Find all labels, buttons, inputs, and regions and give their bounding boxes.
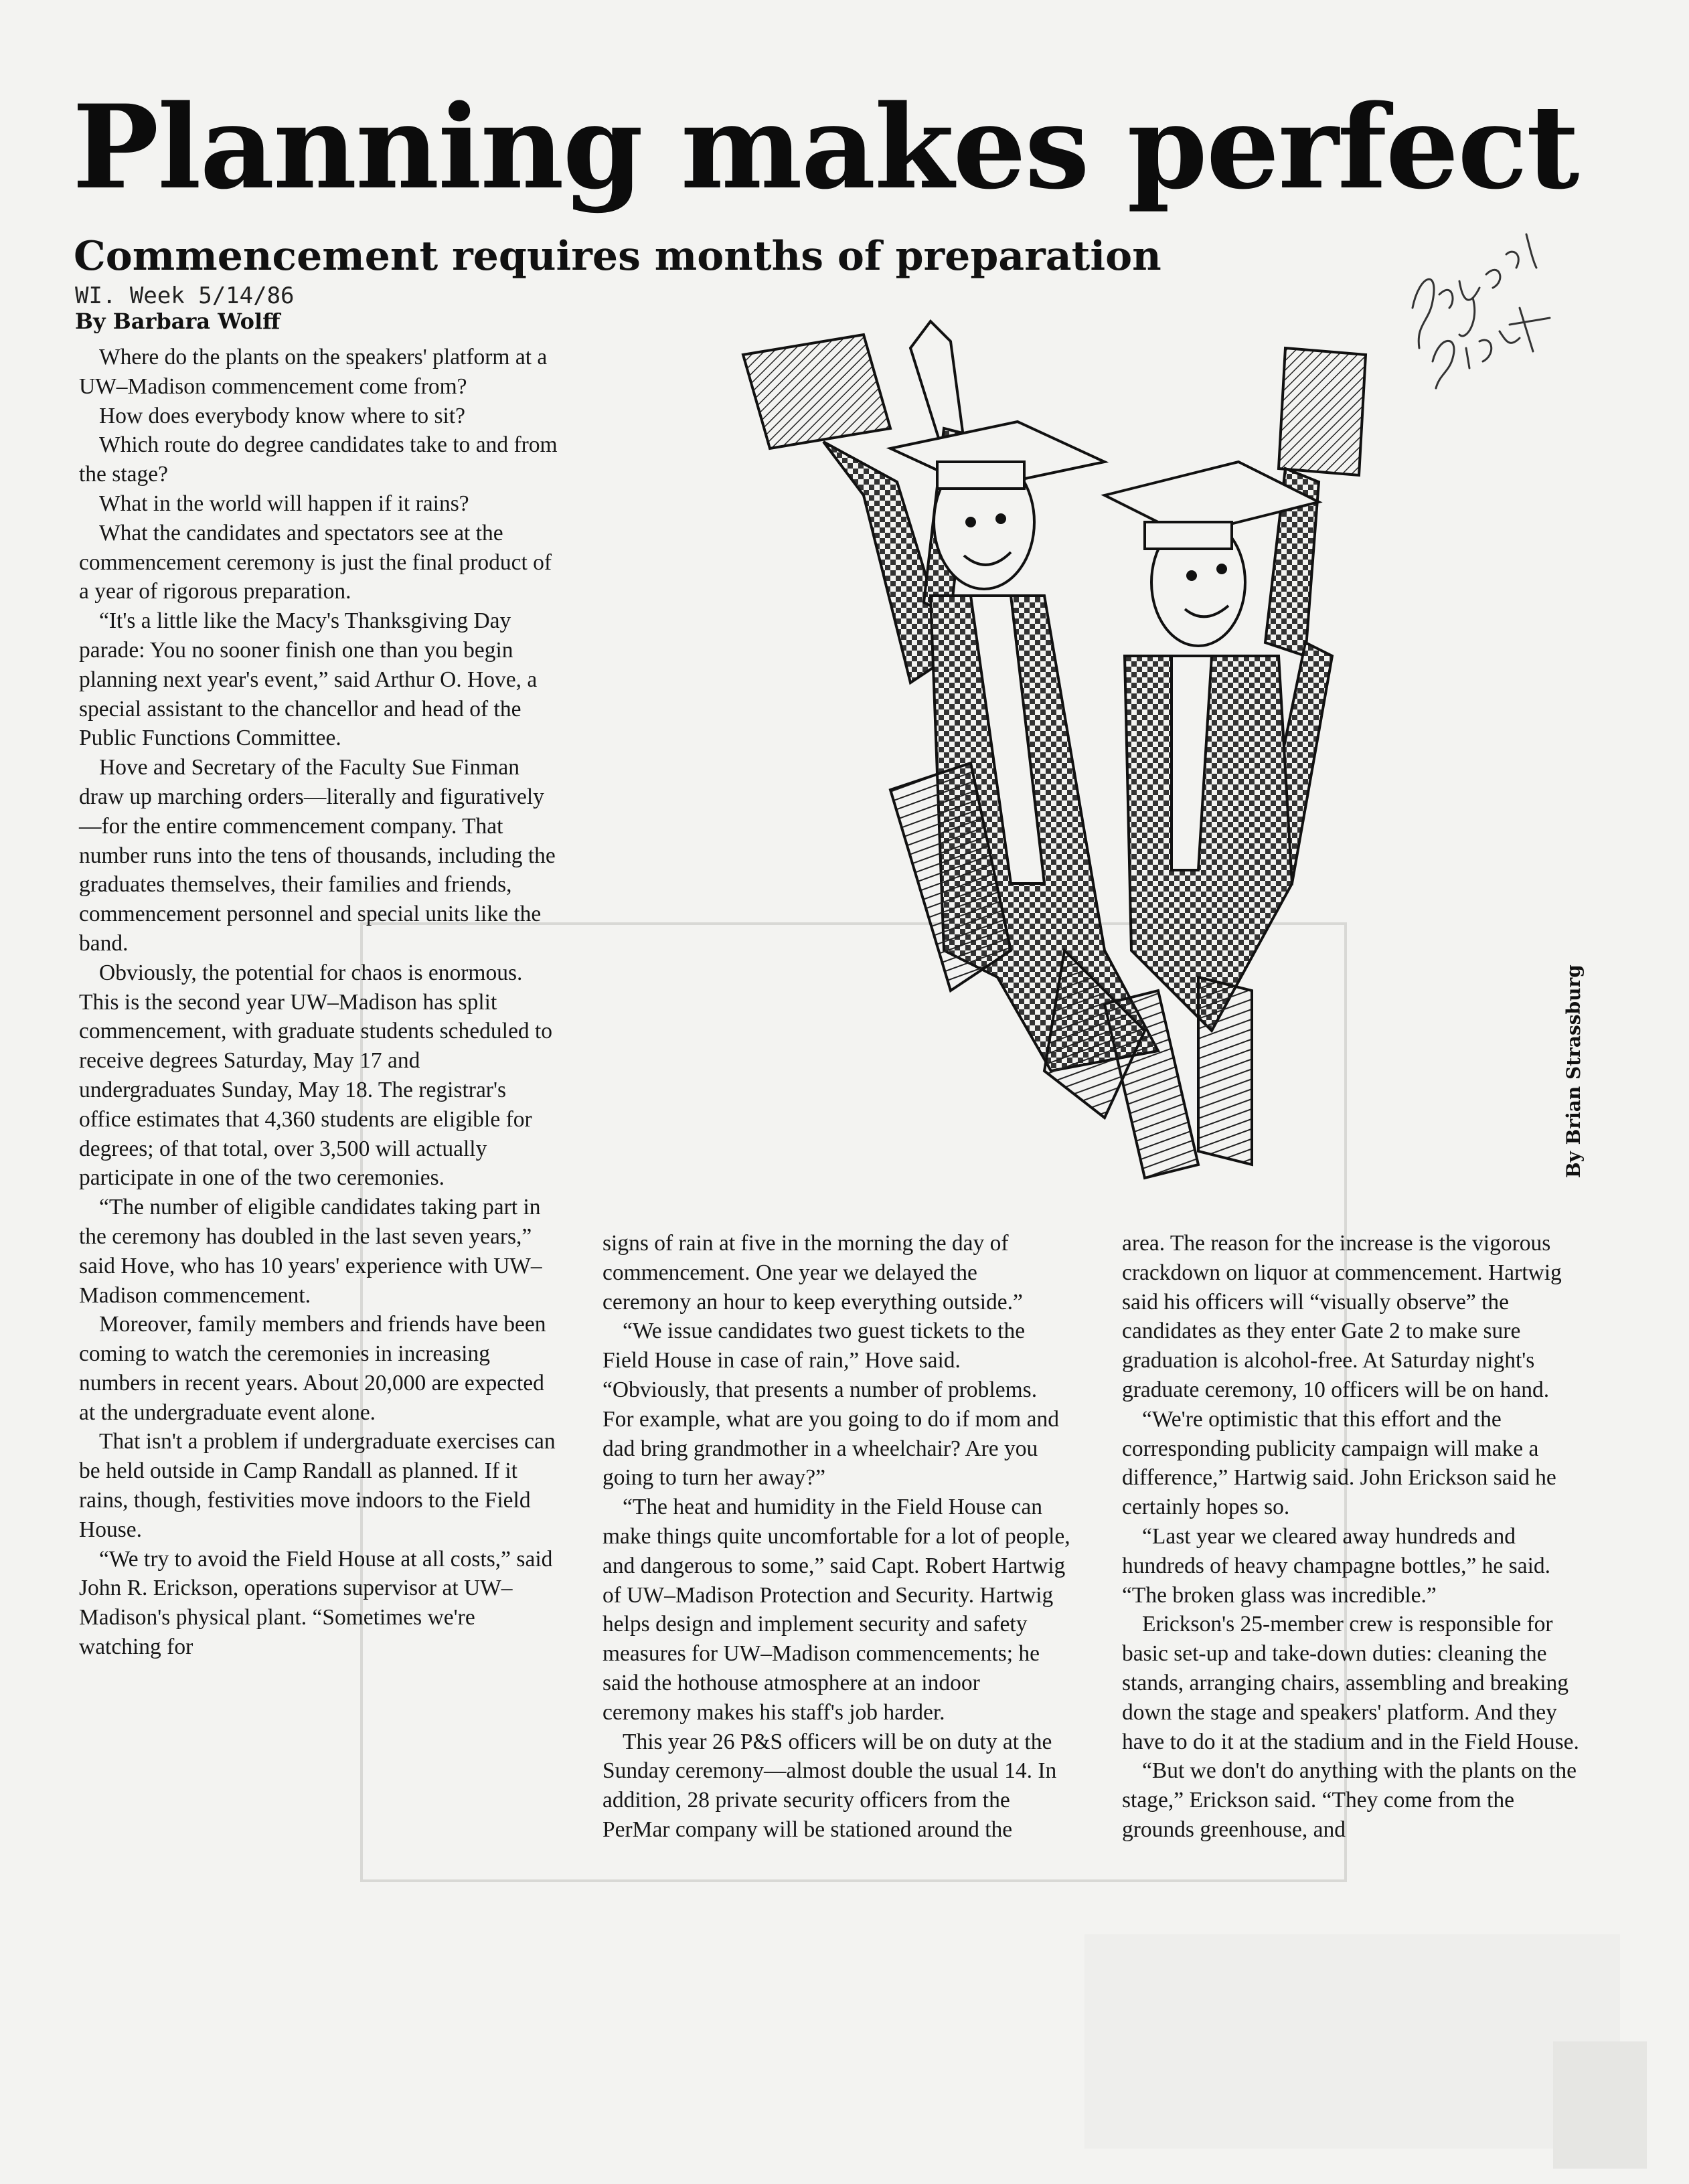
- article-column-3: [1122, 1229, 1591, 1845]
- paragraph: That isn't a problem if undergraduate exercises can be held outside in Camp Randall as planned. If it rains, though, festivities move indoors to the Field House.: [79, 1429, 556, 1542]
- paragraph: area. The reason for the increase is the vigorous crackdown on liquor at commencement. Hartwig said his officers will “visually observe” the candidates as they enter Gate 2 to make sure graduation is alcohol-free. At Saturday night's graduate ceremony, 10 officers will be on hand.: [1122, 1231, 1562, 1402]
- article-column-2: [602, 1229, 1071, 1845]
- paragraph: What in the world will happen if it rains?: [99, 491, 469, 516]
- paragraph: Which route do degree candidates take to and from the stage?: [79, 432, 558, 487]
- subheadline: Commencement requires months of preparation: [74, 233, 1161, 280]
- paragraph: Obviously, the potential for chaos is enormous. This is the second year UW–Madison has split commencement, with graduate students scheduled to receive degrees Saturday, May 17 and undergraduates Sunday, May 18. The registrar's office estimates that 4,360 students are eligible for degrees; of that total, over 3,500 will actually participate in one of the two ceremonies.: [79, 960, 553, 1191]
- paragraph: “We try to avoid the Field House at all costs,” said John R. Erickson, operations supervisor at UW–Madison's physical plant. “Sometimes we're watching for: [79, 1546, 553, 1660]
- paragraph: Moreover, family members and friends have been coming to watch the ceremonies in increasing numbers in recent years. About 20,000 are expected at the undergraduate event alone.: [79, 1312, 546, 1425]
- handwritten-annotation: [1392, 207, 1566, 395]
- dateline: WI. Week 5/14/86: [75, 282, 295, 309]
- paragraph: “We're optimistic that this effort and the corresponding publicity campaign will make a difference,” Hartwig said. John Erickson said he certainly hopes so.: [1122, 1406, 1556, 1520]
- paragraph: signs of rain at five in the morning the day of commencement. One year we delayed the ceremony an hour to keep everything outside.”: [602, 1231, 1023, 1315]
- paragraph: This year 26 P&S officers will be on duty at the Sunday ceremony—almost double the usual 14. In addition, 28 private security officers from the PerMar company will be stationed around the: [602, 1729, 1057, 1842]
- graduates-illustration: [730, 281, 1386, 1245]
- paragraph: Hove and Secretary of the Faculty Sue Finman draw up marching orders—literally and figuratively—for the entire commencement company. That number runs into the tens of thousands, including the graduates themselves, their families and friends, commencement personnel and special units like the band.: [79, 755, 556, 956]
- paragraph: “We issue candidates two guest tickets to the Field House in case of rain,” Hove said. “Obviously, that presents a number of problems. For example, what are you going to do if mom and dad bring grandmother in a wheelchair? Are you going to turn her away?”: [602, 1319, 1059, 1491]
- paragraph: “The heat and humidity in the Field House can make things quite uncomfortable for a lot of people, and dangerous to some,” said Capt. Robert Hartwig of UW–Madison Protection and Security. Hartwig helps design and implement security and safety measures for UW–Madison commencements; he said the hothouse atmosphere at an indoor ceremony makes his staff's job harder.: [602, 1495, 1070, 1725]
- paragraph: “Last year we cleared away hundreds and hundreds of heavy champagne bottles,” he said. “The broken glass was incredible.”: [1122, 1523, 1551, 1608]
- paragraph: “The number of eligible candidates taking part in the ceremony has doubled in the last seven years,” said Hove, who has 10 years' experience with UW–Madison commencement.: [79, 1195, 542, 1308]
- paragraph: “But we don't do anything with the plants on the stage,” Erickson said. “They come from the grounds greenhouse, and: [1122, 1758, 1577, 1842]
- article-column-1: [79, 343, 561, 1662]
- byline: By Barbara Wolff: [75, 309, 280, 334]
- illustration-credit: By Brian Strassburg: [1562, 964, 1585, 1178]
- headline: Planning makes perfect: [72, 79, 1579, 215]
- paragraph: Erickson's 25-member crew is responsible for basic set-up and take-down duties: cleaning the stands, arranging chairs, assembling and breaking down the stage and speakers' platform. And they have to do it at the stadium and in the Field House.: [1122, 1612, 1579, 1754]
- paragraph: “It's a little like the Macy's Thanksgiving Day parade: You no sooner finish one than you begin planning next year's event,” said Arthur O. Hove, a special assistant to the chancellor and head of the Public Functions Committee.: [79, 608, 538, 751]
- paragraph: How does everybody know where to sit?: [99, 403, 466, 428]
- paragraph: What the candidates and spectators see at the commencement ceremony is just the final product of a year of rigorous preparation.: [79, 520, 552, 604]
- paragraph: Where do the plants on the speakers' platform at a UW–Madison commencement come from?: [79, 345, 548, 399]
